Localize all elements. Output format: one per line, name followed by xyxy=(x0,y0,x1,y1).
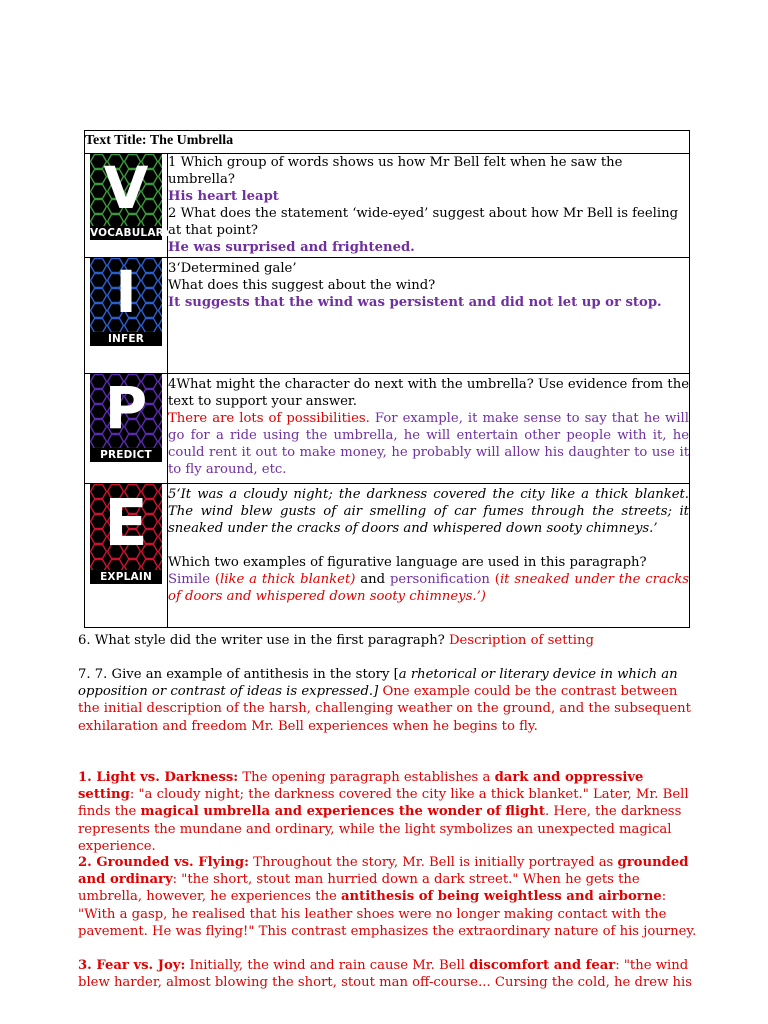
point-2-heading: 2. Grounded vs. Flying: xyxy=(78,855,249,870)
predict-questions xyxy=(168,374,690,484)
answer-5-personification: personification xyxy=(389,572,490,587)
question-5-quote: 5‘It was a cloudy night; the darkness covered the city like a thick blanket. The wind blew gusts of air smelling of car fumes through the streets; it sneaked under the cracks of doors and whispered down sooty chimneys.’ xyxy=(168,487,689,536)
explain-cell xyxy=(85,484,168,628)
vocabulary-cell xyxy=(85,154,172,258)
point-2: 2. Grounded vs. Flying: Throughout the story, Mr. Bell is initially portrayed as grounded and ordinary: "the short, stout man hurried down a dark street." When he gets the umbrella, however, he experiences the antithesis of being weightless and airborne: "With a gasp, he realised that his leather shoes were no longer making contact with the pavement. He was flying!" This contrast emphasizes the extraordinary nature of his journey. xyxy=(78,855,697,939)
answer-4-lead: There are lots of possibilities. xyxy=(168,411,370,426)
infer-cell xyxy=(85,258,168,374)
question-4: 4What might the character do next with the umbrella? Use evidence from the text to support your answer. xyxy=(168,377,689,409)
question-3: What does this suggest about the wind? xyxy=(168,278,436,293)
question-7-definition: a rhetorical or literary device in which an opposition or contrast of ideas is expressed.] xyxy=(78,667,678,700)
infer-letter: I xyxy=(115,258,137,326)
question-6-text: 6. What style did the writer use in the first paragraph? xyxy=(78,633,449,648)
answer-4-body: For example, it make sense to say that he will go for a ride using the umbrella, he will entertain other people with it, he could rent it out to make money, he probably will allow his daughter to use it to fly around, etc. xyxy=(168,411,689,477)
answer-7: One example could be the contrast between the initial description of the harsh, challenging weather on the ground, and the subsequent exhilaration and freedom Mr. Bell experiences when he begins to fly. xyxy=(78,684,691,734)
predict-letter: P xyxy=(104,374,148,442)
answer-5-personification-example: it sneaked under the cracks of doors and whispered down sooty chimneys.’) xyxy=(168,572,689,604)
explain-icon xyxy=(90,484,162,584)
predict-label: PREDICT xyxy=(100,449,152,461)
predict-cell xyxy=(85,374,168,484)
vocabulary-label: VOCABULARY xyxy=(90,227,172,239)
answer-5-simile: Simile xyxy=(168,572,210,587)
explain-questions xyxy=(168,484,690,628)
answer-3: It suggests that the wind was persistent and did not let up or stop. xyxy=(168,295,662,310)
answer-5-and: and xyxy=(360,572,386,587)
answer-6: Description of setting xyxy=(448,633,594,648)
point-3: 3. Fear vs. Joy: Initially, the wind and rain cause Mr. Bell discomfort and fear: "the wind blew harder, almost blowing the short, stout man off-course... Cursing the cold, he drew his xyxy=(78,958,693,991)
vocabulary-questions xyxy=(168,154,690,258)
infer-icon xyxy=(90,258,162,346)
explain-label: EXPLAIN xyxy=(100,571,152,583)
vipe-table xyxy=(84,130,690,628)
vocabulary-letter: V xyxy=(103,154,149,222)
point-1: 1. Light vs. Darkness: The opening paragraph establishes a dark and oppressive setting: "a cloudy night; the darkness covered the city like a thick blanket." Later, Mr. Bell finds the magical umbrella and experiences the wonder of flight. Here, the darkness represents the mundane and ordinary, while the light symbolizes an unexpected magical experience. xyxy=(78,770,689,854)
question-6 xyxy=(78,632,698,649)
answer-4 xyxy=(168,410,689,478)
infer-questions xyxy=(168,258,690,374)
explain-letter: E xyxy=(104,487,148,561)
answer-5-simile-example: like a thick blanket) xyxy=(220,572,356,587)
answer-1: His heart leapt xyxy=(168,189,279,204)
vocabulary-icon xyxy=(90,154,172,240)
question-7-text: 7. 7. Give an example of antithesis in the story [ xyxy=(78,667,399,682)
question-3-quote: 3‘Determined gale’ xyxy=(168,261,297,276)
point-3-heading: 3. Fear vs. Joy: xyxy=(78,958,186,973)
question-5: Which two examples of figurative language are used in this paragraph? xyxy=(168,555,647,570)
question-1: 1 Which group of words shows us how Mr Bell felt when he saw the umbrella? xyxy=(168,155,623,187)
question-7 xyxy=(78,666,698,735)
answer-2: He was surprised and frightened. xyxy=(168,240,415,255)
text-title: Text Title: The Umbrella xyxy=(85,131,690,154)
predict-icon xyxy=(90,374,162,462)
question-2: 2 What does the statement ‘wide-eyed’ suggest about how Mr Bell is feeling at that point? xyxy=(168,206,679,238)
answer-5: Simile (like a thick blanket) and personification (it sneaked under the cracks of doors and whispered down sooty chimneys.’) xyxy=(168,572,689,604)
point-1-heading: 1. Light vs. Darkness: xyxy=(78,770,239,785)
infer-label: INFER xyxy=(107,333,145,345)
